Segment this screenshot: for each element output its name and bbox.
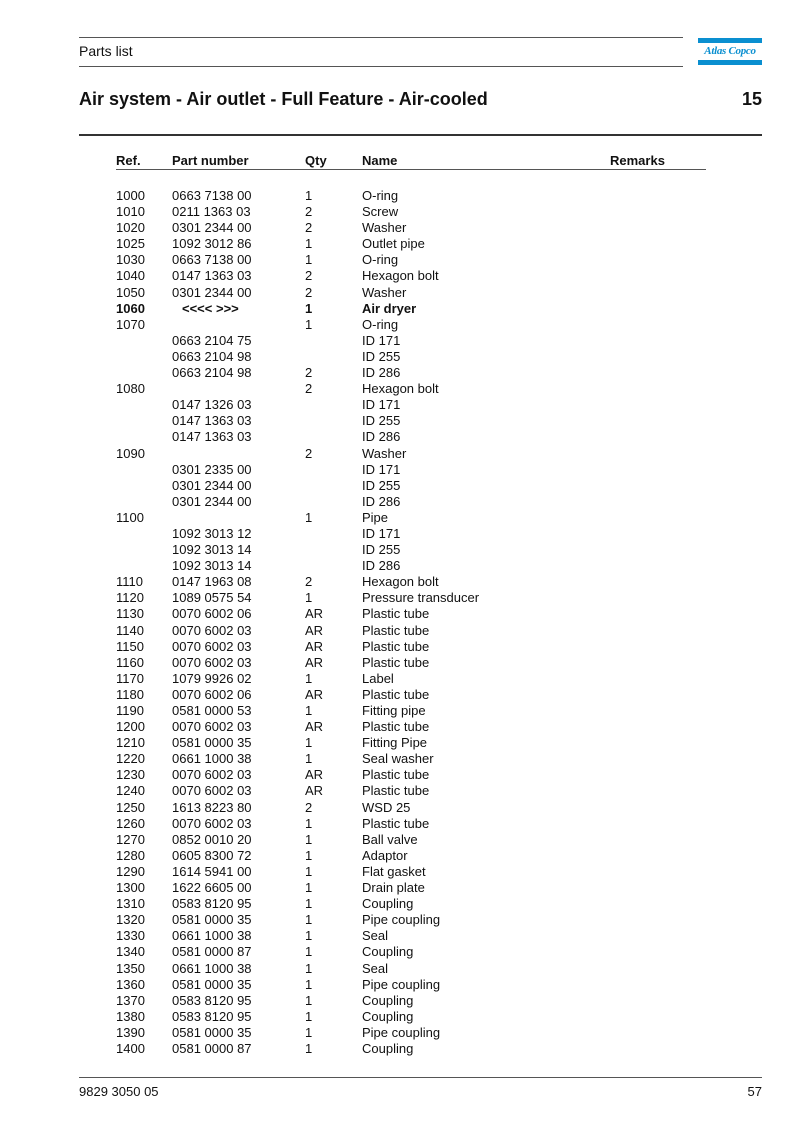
- cell-name: O-ring: [362, 188, 399, 203]
- cell-name: Washer: [362, 284, 407, 300]
- cell-ref: 1400: [116, 1040, 145, 1056]
- table-row: [0, 301, 800, 317]
- cell-qty: 1: [305, 944, 313, 960]
- table-row: [0, 317, 800, 333]
- cell-name: Pipe coupling: [362, 1024, 441, 1040]
- cell-part-number: 0070 6002 03: [172, 815, 252, 831]
- col-remarks-header: Remarks: [610, 153, 665, 168]
- cell-part-number: 0581 0000 53: [172, 703, 252, 718]
- cell-name: Screw: [362, 204, 399, 220]
- table-row: [0, 767, 800, 783]
- col-part-number-header: Part number: [172, 153, 249, 168]
- section-number: 15: [741, 89, 762, 109]
- cell-qty: 1: [305, 1024, 313, 1040]
- table-row: [0, 816, 800, 832]
- cell-ref: 1000: [116, 188, 145, 203]
- cell-ref: 1310: [116, 896, 145, 912]
- cell-qty: AR: [305, 767, 324, 783]
- cell-name: Hexagon bolt: [362, 268, 439, 284]
- cell-qty: 1: [305, 831, 313, 847]
- cell-qty: 1: [305, 316, 313, 332]
- table-row: [0, 220, 800, 236]
- cell-part-number: 0661 1000 38: [172, 751, 252, 767]
- cell-part-number: 1092 3013 14: [172, 558, 252, 574]
- cell-name: Plastic tube: [362, 815, 430, 831]
- document-number: 9829 3050 05: [79, 1084, 159, 1099]
- cell-qty: 2: [305, 799, 313, 815]
- cell-name: Washer: [362, 220, 407, 236]
- cell-name: O-ring: [362, 252, 399, 268]
- cell-part-number: 0301 2344 00: [172, 220, 252, 236]
- logo-band-bottom: [698, 60, 762, 65]
- cell-ref: 1370: [116, 992, 145, 1008]
- table-row: [0, 494, 800, 510]
- table-row: [0, 188, 800, 204]
- table-row: [0, 880, 800, 896]
- header-divider-bottom: [79, 66, 683, 67]
- cell-name: ID 286: [362, 558, 401, 574]
- cell-name: Coupling: [362, 896, 414, 912]
- cell-name: Pipe coupling: [362, 976, 441, 992]
- cell-part-number: 0581 0000 35: [172, 1024, 252, 1040]
- table-row: [0, 558, 800, 574]
- cell-name: Plastic tube: [362, 622, 430, 638]
- table-row: [0, 800, 800, 816]
- cell-name: Coupling: [362, 992, 414, 1008]
- table-row: [0, 429, 800, 445]
- col-ref-header: Ref.: [116, 153, 141, 168]
- cell-part-number: 0070 6002 06: [172, 606, 252, 622]
- cell-ref: 1110: [116, 574, 143, 590]
- cell-part-number: 0070 6002 03: [172, 638, 252, 654]
- cell-ref: 1150: [116, 638, 144, 654]
- cell-part-number: 0663 2104 98: [172, 365, 252, 381]
- cell-ref: 1200: [116, 719, 145, 735]
- cell-part-number: 0661 1000 38: [172, 928, 252, 944]
- cell-qty: 1: [305, 847, 313, 863]
- cell-name: WSD 25: [362, 799, 411, 815]
- cell-name: Coupling: [362, 944, 414, 960]
- cell-part-number: 0070 6002 03: [172, 622, 252, 638]
- cell-part-number: 0070 6002 06: [172, 686, 252, 702]
- cell-name: ID 286: [362, 365, 401, 381]
- cell-name: Fitting pipe: [362, 703, 426, 718]
- table-row: [0, 639, 800, 655]
- table-row: [0, 462, 800, 478]
- table-row: [0, 365, 800, 381]
- cell-ref: 1030: [116, 252, 145, 268]
- table-row: [0, 671, 800, 687]
- table-row: [0, 961, 800, 977]
- cell-ref: 1160: [116, 654, 144, 670]
- table-row: [0, 268, 800, 284]
- cell-qty: 2: [305, 268, 313, 284]
- cell-part-number: 0663 7138 00: [172, 188, 252, 203]
- cell-qty: 1: [305, 735, 313, 751]
- cell-name: Plastic tube: [362, 606, 430, 622]
- cell-part-number: 0605 8300 72: [172, 847, 252, 863]
- table-row: [0, 252, 800, 268]
- cell-part-number: 1092 3013 12: [172, 525, 252, 541]
- cell-qty: 2: [305, 365, 313, 381]
- table-row: [0, 751, 800, 767]
- table-row: [0, 333, 800, 349]
- cell-ref: 1140: [116, 622, 144, 638]
- cell-part-number: 0301 2344 00: [172, 284, 252, 300]
- cell-qty: AR: [305, 686, 324, 702]
- header-divider-top: [79, 37, 683, 38]
- cell-part-number: 0852 0010 20: [172, 831, 252, 847]
- cell-name: Flat gasket: [362, 863, 426, 879]
- cell-ref: 1250: [116, 799, 145, 815]
- logo-band-top: [698, 38, 762, 43]
- table-row: [0, 832, 800, 848]
- atlas-copco-logo: [698, 38, 762, 65]
- table-row: [0, 397, 800, 413]
- title-divider: [79, 134, 762, 136]
- cell-part-number: 0147 1363 03: [172, 413, 252, 429]
- cell-part-number: 0147 1363 03: [172, 268, 252, 284]
- cell-qty: 1: [305, 188, 313, 203]
- cell-part-number: 0301 2335 00: [172, 461, 252, 477]
- table-row: [0, 413, 800, 429]
- cell-part-number: 1613 8223 80: [172, 799, 252, 815]
- cell-part-number: 0147 1963 08: [172, 574, 252, 590]
- cell-ref: 1040: [116, 268, 145, 284]
- cell-qty: 1: [305, 896, 313, 912]
- cell-ref: 1360: [116, 976, 145, 992]
- cell-name: ID 255: [362, 413, 401, 429]
- cell-name: Pipe coupling: [362, 912, 441, 928]
- table-row: [0, 285, 800, 301]
- table-row: [0, 719, 800, 735]
- cell-ref: 1390: [116, 1024, 145, 1040]
- cell-part-number: 0581 0000 87: [172, 944, 252, 960]
- cell-name: ID 171: [362, 461, 401, 477]
- table-row: [0, 446, 800, 462]
- cell-ref: 1050: [116, 284, 145, 300]
- cell-ref: 1290: [116, 863, 145, 879]
- cell-name: O-ring: [362, 316, 399, 332]
- cell-name: ID 286: [362, 493, 401, 509]
- cell-qty: 2: [305, 204, 313, 220]
- cell-ref: 1240: [116, 783, 145, 799]
- cell-name: Coupling: [362, 1008, 414, 1024]
- cell-name: Fitting Pipe: [362, 735, 428, 751]
- cell-qty: 1: [305, 509, 313, 525]
- cell-qty: 1: [305, 928, 313, 944]
- cell-qty: AR: [305, 654, 324, 670]
- cell-name: ID 171: [362, 525, 401, 541]
- cell-name: ID 171: [362, 397, 401, 413]
- table-row: [0, 783, 800, 799]
- cell-ref: 1080: [116, 381, 145, 397]
- cell-ref: 1190: [116, 703, 144, 718]
- cell-qty: 1: [305, 252, 313, 268]
- table-row: [0, 944, 800, 960]
- table-row: [0, 349, 800, 365]
- cell-qty: AR: [305, 606, 324, 622]
- cell-name: Label: [362, 670, 394, 686]
- cell-name: ID 286: [362, 429, 401, 445]
- cell-qty: 1: [305, 670, 313, 686]
- cell-name: Coupling: [362, 1040, 414, 1056]
- cell-qty: 1: [305, 236, 313, 252]
- cell-name: Plastic tube: [362, 719, 430, 735]
- cell-ref: 1320: [116, 912, 145, 928]
- cell-name: Seal: [362, 928, 389, 944]
- cell-name: Hexagon bolt: [362, 574, 439, 590]
- cell-part-number: 0147 1326 03: [172, 397, 252, 413]
- logo-text: Atlas Copco: [704, 45, 756, 57]
- table-row: [0, 1009, 800, 1025]
- cell-qty: 1: [305, 912, 313, 928]
- table-row: [0, 864, 800, 880]
- col-qty-header: Qty: [305, 153, 327, 168]
- cell-part-number: 1079 9926 02: [172, 670, 252, 686]
- cell-part-number: 0583 8120 95: [172, 896, 252, 912]
- table-row: [0, 204, 800, 220]
- cell-ref: 1260: [116, 815, 145, 831]
- cell-part-number: 0581 0000 35: [172, 735, 252, 751]
- cell-part-number: 0070 6002 03: [172, 654, 252, 670]
- table-row: [0, 896, 800, 912]
- cell-qty: 1: [305, 751, 313, 767]
- cell-qty: 1: [305, 703, 313, 718]
- table-row: [0, 478, 800, 494]
- parts-table-body: [0, 188, 800, 1057]
- cell-name: Drain plate: [362, 880, 425, 896]
- cell-qty: AR: [305, 622, 324, 638]
- cell-ref: 1120: [116, 590, 144, 606]
- table-row: [0, 381, 800, 397]
- cell-name: Adaptor: [362, 847, 408, 863]
- cell-ref: 1170: [116, 670, 144, 686]
- cell-part-number: 1092 3012 86: [172, 236, 252, 252]
- cell-ref: 1300: [116, 880, 145, 896]
- table-row: [0, 993, 800, 1009]
- cell-ref: 1020: [116, 220, 145, 236]
- cell-part-number: 0583 8120 95: [172, 992, 252, 1008]
- cell-name: Plastic tube: [362, 783, 430, 799]
- cell-ref: 1090: [116, 445, 145, 461]
- cell-ref: 1270: [116, 831, 145, 847]
- table-row: [0, 1041, 800, 1057]
- cell-ref: 1210: [116, 735, 145, 751]
- cell-ref: 1180: [116, 686, 144, 702]
- cell-part-number: 0583 8120 95: [172, 1008, 252, 1024]
- cell-part-number: 0301 2344 00: [172, 477, 252, 493]
- table-row: [0, 236, 800, 252]
- cell-qty: 1: [305, 880, 313, 896]
- cell-name: ID 255: [362, 477, 401, 493]
- cell-ref: 1025: [116, 236, 145, 252]
- table-row: [0, 590, 800, 606]
- cell-qty: 2: [305, 220, 313, 236]
- cell-name: Outlet pipe: [362, 236, 425, 252]
- table-row: [0, 623, 800, 639]
- table-row: [0, 526, 800, 542]
- cell-name: ID 171: [362, 332, 401, 348]
- cell-name: Ball valve: [362, 831, 418, 847]
- cell-part-number: 0663 2104 75: [172, 332, 252, 348]
- cell-name: Plastic tube: [362, 654, 430, 670]
- cell-name: Plastic tube: [362, 767, 430, 783]
- table-row: [0, 687, 800, 703]
- cell-ref: 1340: [116, 944, 145, 960]
- cell-qty: 1: [305, 960, 313, 976]
- cell-ref: 1220: [116, 751, 145, 767]
- footer-divider: [79, 1077, 762, 1078]
- cell-qty: 1: [305, 976, 313, 992]
- col-name-header: Name: [362, 153, 398, 168]
- cell-qty: AR: [305, 638, 324, 654]
- cell-qty: 1: [305, 992, 313, 1008]
- cell-qty: AR: [305, 783, 324, 799]
- table-row: [0, 703, 800, 719]
- cell-part-number: 0581 0000 35: [172, 976, 252, 992]
- cell-name: Pipe: [362, 509, 389, 525]
- cell-part-number: 0070 6002 03: [172, 719, 252, 735]
- table-row: [0, 655, 800, 671]
- cell-name: Plastic tube: [362, 686, 430, 702]
- header-label: Parts list: [79, 43, 133, 59]
- table-row: [0, 912, 800, 928]
- cell-qty: 2: [305, 284, 313, 300]
- cell-qty: 1: [305, 863, 313, 879]
- cell-name: Hexagon bolt: [362, 381, 439, 397]
- cell-part-number: 0661 1000 38: [172, 960, 252, 976]
- cell-ref: 1070: [116, 316, 145, 332]
- cell-name: ID 255: [362, 348, 401, 364]
- cell-ref: 1380: [116, 1008, 145, 1024]
- cell-part-number: 0147 1363 03: [172, 429, 252, 445]
- cell-part-number: <<<< >>>: [182, 300, 239, 316]
- page-title: Air system - Air outlet - Full Feature - Air-cooled: [79, 89, 488, 109]
- cell-part-number: 0070 6002 03: [172, 767, 252, 783]
- cell-ref: 1350: [116, 960, 145, 976]
- cell-part-number: 0211 1363 03: [172, 204, 251, 220]
- cell-qty: AR: [305, 719, 324, 735]
- cell-qty: 2: [305, 574, 313, 590]
- cell-part-number: 1622 6605 00: [172, 880, 252, 896]
- table-row: [0, 848, 800, 864]
- cell-name: Pressure transducer: [362, 590, 480, 606]
- table-row: [0, 1025, 800, 1041]
- cell-part-number: 1614 5941 00: [172, 863, 252, 879]
- cell-part-number: 0070 6002 03: [172, 783, 252, 799]
- cell-qty: 1: [305, 300, 313, 316]
- cell-ref: 1060: [116, 300, 145, 316]
- cell-qty: 1: [305, 590, 313, 606]
- cell-ref: 1010: [116, 204, 145, 220]
- table-row: [0, 735, 800, 751]
- cell-ref: 1330: [116, 928, 145, 944]
- table-row: [0, 606, 800, 622]
- table-row: [0, 510, 800, 526]
- cell-qty: 2: [305, 381, 313, 397]
- table-row: [0, 977, 800, 993]
- cell-name: Plastic tube: [362, 638, 430, 654]
- cell-ref: 1230: [116, 767, 145, 783]
- cell-part-number: 0581 0000 87: [172, 1040, 252, 1056]
- cell-name: Washer: [362, 445, 407, 461]
- cell-qty: 1: [305, 815, 313, 831]
- table-row: [0, 542, 800, 558]
- cell-name: Seal: [362, 960, 389, 976]
- table-row: [0, 574, 800, 590]
- cell-part-number: 0581 0000 35: [172, 912, 252, 928]
- page-number: 57: [747, 1084, 762, 1099]
- cell-part-number: 1089 0575 54: [172, 590, 252, 606]
- table-header-divider: [116, 169, 706, 170]
- cell-qty: 1: [305, 1040, 313, 1056]
- cell-qty: 1: [305, 1008, 313, 1024]
- cell-ref: 1100: [116, 509, 144, 525]
- cell-name: ID 255: [362, 542, 401, 558]
- cell-qty: 2: [305, 445, 313, 461]
- cell-name: Seal washer: [362, 751, 434, 767]
- cell-name: Air dryer: [362, 300, 417, 316]
- cell-ref: 1280: [116, 847, 145, 863]
- cell-part-number: 1092 3013 14: [172, 542, 252, 558]
- cell-part-number: 0663 2104 98: [172, 348, 252, 364]
- cell-ref: 1130: [116, 606, 144, 622]
- cell-part-number: 0301 2344 00: [172, 493, 252, 509]
- table-row: [0, 928, 800, 944]
- cell-part-number: 0663 7138 00: [172, 252, 252, 268]
